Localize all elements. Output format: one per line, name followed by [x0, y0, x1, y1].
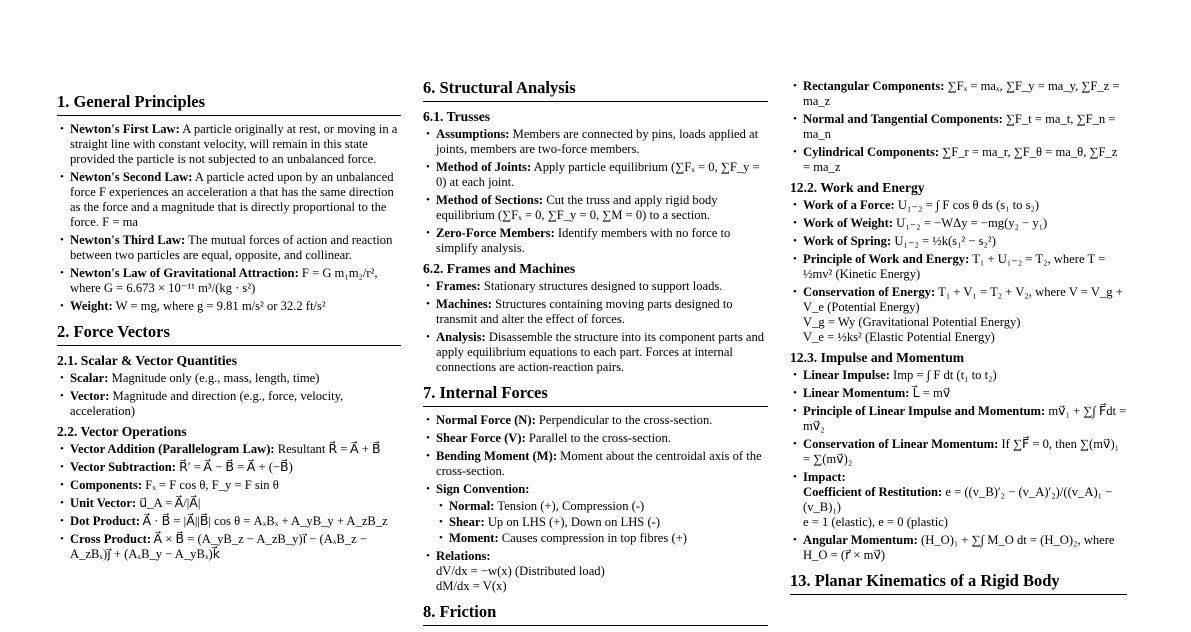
general-principles-list — [57, 122, 401, 314]
list-item: • Linear Impulse: Imp = ∫ F dt (t₁ to t₂) — [790, 368, 1127, 383]
list-item: • Method of Joints: Apply particle equilibrium (∑Fₓ = 0, ∑F_y = 0) at each joint. — [423, 160, 768, 190]
list-item: • Work of Spring: U₁₋₂ = ½k(s₁² − s₂²) — [790, 234, 1127, 249]
list-item: • Cross Product: A⃗ × B⃗ = (A_yB_z − A_zB_y)i⃗ − (AₓB_z − A_zBₓ)j⃗ + (AₓB_y − A_yBₓ)k⃗ — [57, 532, 401, 562]
list-item: • Conservation of Energy: T₁ + V₁ = T₂ + V₂, where V = V_g + V_e (Potential Energy) V_g = Wy (Gravitational Potential Energy) V_e = ½ks² (Elastic Potential Energy) — [790, 285, 1127, 345]
section-title-general-principles: 1. General Principles — [57, 93, 401, 116]
list-item: • Newton's Third Law: The mutual forces of action and reaction between two particles are equal, opposite, and collinear. — [57, 233, 401, 263]
list-item: • Sign Convention: • Normal: Tension (+), Compression (-) • Shear: Up on LHS (+), Down on LHS (-) • Moment: Causes compression in top fibres (+) — [423, 482, 768, 546]
frames-machines-list — [423, 279, 768, 375]
column-2 — [423, 79, 768, 632]
subsection-title-scalar-vector: 2.1. Scalar & Vector Quantities — [57, 353, 237, 368]
section-title-internal-forces: 7. Internal Forces — [423, 384, 768, 407]
relation-equation: dM/dx = V(x) — [436, 579, 507, 593]
list-item: • Shear: Up on LHS (+), Down on LHS (-) — [436, 515, 768, 530]
scalar-vector-list — [57, 371, 401, 419]
list-item: • Machines: Structures containing moving parts designed to transmit and alter the effect of forces. — [423, 297, 768, 327]
list-item: • Work of a Force: U₁₋₂ = ∫ F cos θ ds (s₁ to s₂) — [790, 198, 1127, 213]
section-title-structural-analysis: 6. Structural Analysis — [423, 79, 768, 102]
list-item: • Cylindrical Components: ∑F_r = ma_r, ∑F_θ = ma_θ, ∑F_z = ma_z — [790, 145, 1127, 175]
list-item: • Vector Subtraction: R⃗′ = A⃗ − B⃗ = A⃗ + (−B⃗) — [57, 460, 401, 475]
list-item: • Impact: Coefficient of Restitution: e = ((v_B)′₂ − (v_A)′₂)/((v_A)₁ − (v_B)₁) e = 1 (elastic), e = 0 (plastic) — [790, 470, 1127, 530]
list-item: • Method of Sections: Cut the truss and apply rigid body equilibrium (∑Fₓ = 0, ∑F_y = 0, ∑M = 0) to a section. — [423, 193, 768, 223]
list-item: • Vector Addition (Parallelogram Law): Resultant R⃗ = A⃗ + B⃗ — [57, 442, 401, 457]
list-item: • Assumptions: Members are connected by pins, loads applied at joints, members are two-force members. — [423, 127, 768, 157]
section-title-force-vectors: 2. Force Vectors — [57, 323, 401, 346]
potential-energy-line: V_g = Wy (Gravitational Potential Energy) — [803, 315, 1021, 329]
list-item: • Frames: Stationary structures designed to support loads. — [423, 279, 768, 294]
list-item: • Work of Weight: U₁₋₂ = −WΔy = −mg(y₂ − y₁) — [790, 216, 1127, 231]
list-item: • Newton's Law of Gravitational Attraction: F = G m₁m₂/r², where G = 6.673 × 10⁻¹¹ m³/(kg · s²) — [57, 266, 401, 296]
impulse-momentum-list — [790, 368, 1127, 563]
work-energy-list — [790, 198, 1127, 345]
subsection-title-trusses: 6.1. Trusses — [423, 109, 491, 124]
list-item: • Principle of Work and Energy: T₁ + U₁₋₂ = T₂, where T = ½mv² (Kinetic Energy) — [790, 252, 1127, 282]
relation-equation: dV/dx = −w(x) (Distributed load) — [436, 564, 605, 578]
subsection-title-impulse-momentum: 12.3. Impulse and Momentum — [790, 350, 965, 365]
list-item: • Shear Force (V): Parallel to the cross-section. — [423, 431, 768, 446]
equations-of-motion-list — [790, 79, 1127, 175]
column-1 — [57, 93, 401, 565]
list-item: • Normal: Tension (+), Compression (-) — [436, 499, 768, 514]
list-item: • Dot Product: A⃗ · B⃗ = |A⃗||B⃗| cos θ = AₓBₓ + A_yB_y + A_zB_z — [57, 514, 401, 529]
list-item: • Relations: dV/dx = −w(x) (Distributed load) dM/dx = V(x) — [423, 549, 768, 594]
sign-convention-list — [436, 499, 768, 546]
list-item: • Conservation of Linear Momentum: If ∑F⃗ = 0, then ∑(mv⃗)₁ = ∑(mv⃗)₂ — [790, 437, 1127, 467]
list-item: • Normal Force (N): Perpendicular to the cross-section. — [423, 413, 768, 428]
list-item: • Components: Fₓ = F cos θ, F_y = F sin θ — [57, 478, 401, 493]
restitution-line: Coefficient of Restitution: e = ((v_B)′₂ − (v_A)′₂)/((v_A)₁ − (v_B)₁) — [803, 485, 1113, 514]
column-3 — [790, 79, 1127, 601]
list-item: • Angular Momentum: (H_O)₁ + ∑∫ M_O dt = (H_O)₂, where H_O = (r⃗ × mv⃗) — [790, 533, 1127, 563]
subsection-title-frames-machines: 6.2. Frames and Machines — [423, 261, 576, 276]
list-item: • Moment: Causes compression in top fibres (+) — [436, 531, 768, 546]
list-item: • Vector: Magnitude and direction (e.g., force, velocity, acceleration) — [57, 389, 401, 419]
internal-forces-list — [423, 413, 768, 594]
list-item: • Unit Vector: u⃗_A = A⃗/|A⃗| — [57, 496, 401, 511]
vector-operations-list — [57, 442, 401, 562]
list-item: • Bending Moment (M): Moment about the centroidal axis of the cross-section. — [423, 449, 768, 479]
subsection-title-vector-operations: 2.2. Vector Operations — [57, 424, 187, 439]
list-item: • Scalar: Magnitude only (e.g., mass, length, time) — [57, 371, 401, 386]
list-item: • Newton's First Law: A particle originally at rest, or moving in a straight line with constant velocity, will remain in this state provided the particle is not subjected to an unbalanced force. — [57, 122, 401, 167]
section-title-planar-kinematics: 13. Planar Kinematics of a Rigid Body — [790, 572, 1127, 595]
potential-energy-line: V_e = ½ks² (Elastic Potential Energy) — [803, 330, 995, 344]
list-item: • Rectangular Components: ∑Fₓ = maₓ, ∑F_y = ma_y, ∑F_z = ma_z — [790, 79, 1127, 109]
list-item: • Principle of Linear Impulse and Momentum: mv⃗₁ + ∑∫ F⃗dt = mv⃗₂ — [790, 404, 1127, 434]
list-item: • Newton's Second Law: A particle acted upon by an unbalanced force F experiences an acceleration a that has the same direction as the force and a magnitude that is directly proportional to the force. F = ma — [57, 170, 401, 230]
list-item: • Linear Momentum: L⃗ = mv⃗ — [790, 386, 1127, 401]
section-title-friction: 8. Friction — [423, 603, 768, 626]
subsection-title-work-energy: 12.2. Work and Energy — [790, 180, 925, 195]
trusses-list — [423, 127, 768, 256]
list-item: • Normal and Tangential Components: ∑F_t = ma_t, ∑F_n = ma_n — [790, 112, 1127, 142]
list-item: • Weight: W = mg, where g = 9.81 m/s² or 32.2 ft/s² — [57, 299, 401, 314]
list-item: • Analysis: Disassemble the structure into its component parts and apply equilibrium equations to each part. Forces at internal connections are action-reaction pairs. — [423, 330, 768, 375]
list-item: • Zero-Force Members: Identify members with no force to simplify analysis. — [423, 226, 768, 256]
restitution-values: e = 1 (elastic), e = 0 (plastic) — [803, 515, 948, 529]
